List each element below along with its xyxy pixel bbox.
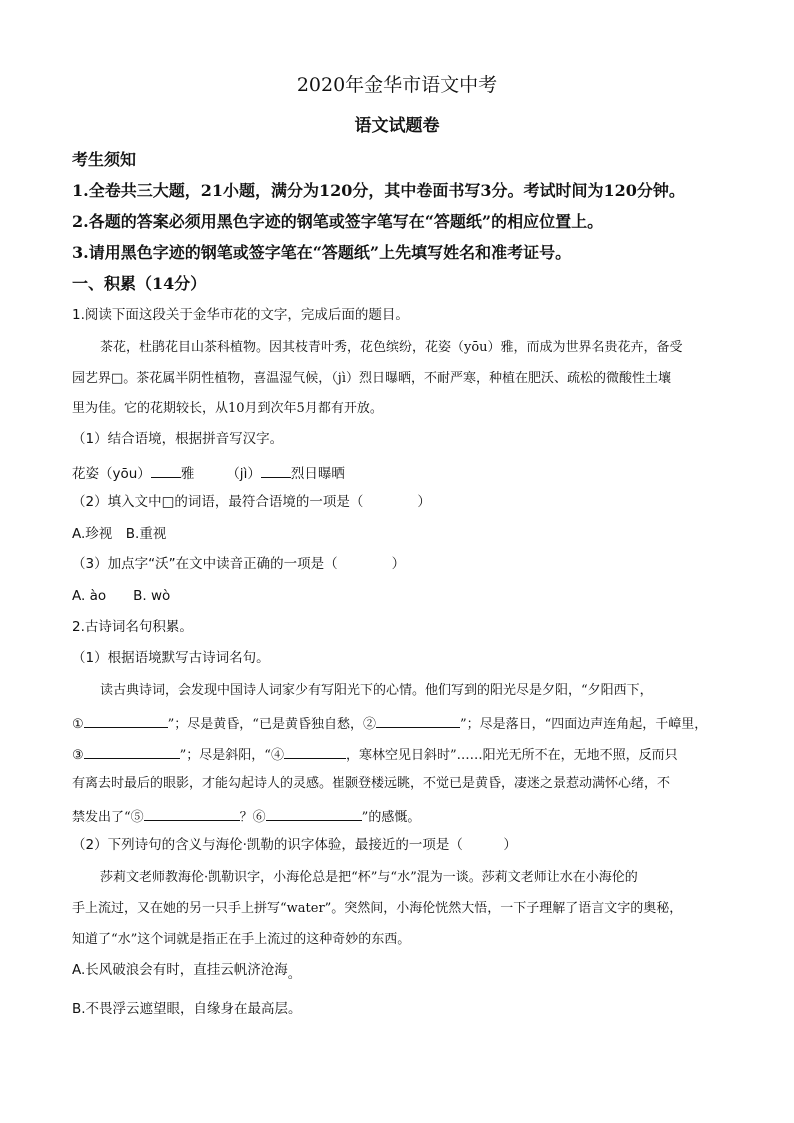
passage-line: ① ”；尽是黄昏，“已是黄昏独自愁，② ”；尽是落日，“四面边声连角起，千嶂里， [72, 717, 708, 732]
answer-blank[interactable] [144, 808, 240, 821]
question-1-sub2: （2）填入文中□的词语，最符合语境的一项是（ ） [72, 494, 431, 510]
answer-blank[interactable] [84, 715, 168, 728]
passage-line: ③ ”；尽是斜阳，“④ ，寒林空见日斜时”……阳光无所不在，无地不照，反而只 [72, 748, 678, 763]
passage-line: 禁发出了“⑤ ？⑥ ”的感慨。 [72, 810, 421, 825]
passage-line: 读古典诗词，会发现中国诗人词家少有写阳光下的心情。他们写到的阳光尽是夕阳，“夕阳西下， [100, 683, 653, 698]
section-heading: 一、积累（14分） [72, 274, 207, 293]
answer-blank[interactable] [151, 465, 181, 478]
question-2-option-a: A.长风破浪会有时，直挂云帆济沧海。 [72, 962, 302, 982]
page-title: 2020年金华市语文中考 [296, 74, 498, 96]
answer-blank[interactable] [266, 808, 362, 821]
question-1-sub1-items [72, 465, 345, 482]
question-1-sub1: （1）结合语境，根据拼音写汉字。 [72, 431, 284, 447]
answer-blank[interactable] [261, 465, 291, 478]
passage-line: 莎莉文老师教海伦·凯勒识字，小海伦总是把“杯”与“水”混为一谈。莎莉文老师让水在小海伦的 [100, 870, 638, 885]
sub1-item-b2: 烈日曝晒 [290, 466, 345, 482]
question-1-sub3-options: A. ào B. wò [72, 588, 171, 604]
sub1-item-a2: 雅 [180, 466, 195, 482]
page-subtitle: 语文试题卷 [354, 116, 440, 136]
question-2-sub1: （1）根据语境默写古诗词名句。 [72, 650, 270, 666]
passage-line: 茶花，杜鹃花目山茶科植物。因其枝青叶秀，花色缤纷，花姿（yōu）雅，而成为世界名贵花卉，备受 [100, 340, 683, 355]
notice-heading: 考生须知 [72, 150, 137, 169]
question-2-stem: 2.古诗词名句积累。 [72, 619, 193, 635]
answer-blank[interactable] [284, 746, 346, 759]
notice-item-3: 3.请用黑色字迹的钢笔或签字笔在“答题纸”上先填写姓名和准考证号。 [72, 243, 572, 262]
question-2-option-b: B.不畏浮云遮望眼，自缘身在最高层。 [72, 1001, 302, 1017]
answer-blank[interactable] [376, 715, 460, 728]
sub1-item-b: （jì） [226, 466, 261, 482]
question-1-sub2-options: A.珍视 B.重视 [72, 526, 167, 542]
question-1-stem: 1.阅读下面这段关于金华市花的文字，完成后面的题目。 [72, 307, 409, 323]
passage-line: 园艺界□。茶花属半阴性植物，喜温湿气候，（jì）烈日曝晒，不耐严寒，种植在肥沃、疏松的微酸性土壤 [72, 371, 671, 386]
question-2-sub2: （2）下列诗句的含义与海伦·凯勒的识字体验，最接近的一项是（ ） [72, 837, 517, 853]
passage-line: 有离去时最后的眼影，才能勾起诗人的灵感。崔颢登楼远眺，不觉已是黄昏，凄迷之景惹动满怀心绪，不 [72, 776, 671, 791]
passage-line: 里为佳。它的花期较长，从10月到次年5月都有开放。 [72, 401, 383, 416]
notice-item-2: 2.各题的答案必须用黑色字迹的钢笔或签字笔写在“答题纸”的相应位置上。 [72, 212, 604, 231]
passage-line: 知道了“水”这个词就是指正在手上流过的这种奇妙的东西。 [72, 932, 411, 947]
notice-item-1: 1.全卷共三大题，21小题，满分为120分，其中卷面书写3分。考试时间为120分钟。 [72, 181, 685, 200]
passage-line: 手上流过，又在她的另一只手上拼写“water”。突然间，小海伦恍然大悟，一下子理解了语言文字的奥秘， [72, 901, 683, 916]
question-1-sub3: （3）加点字“沃”在文中读音正确的一项是（ ） [72, 556, 406, 572]
sub1-item-a: 花姿（yōu） [72, 466, 151, 482]
answer-blank[interactable] [84, 746, 180, 759]
